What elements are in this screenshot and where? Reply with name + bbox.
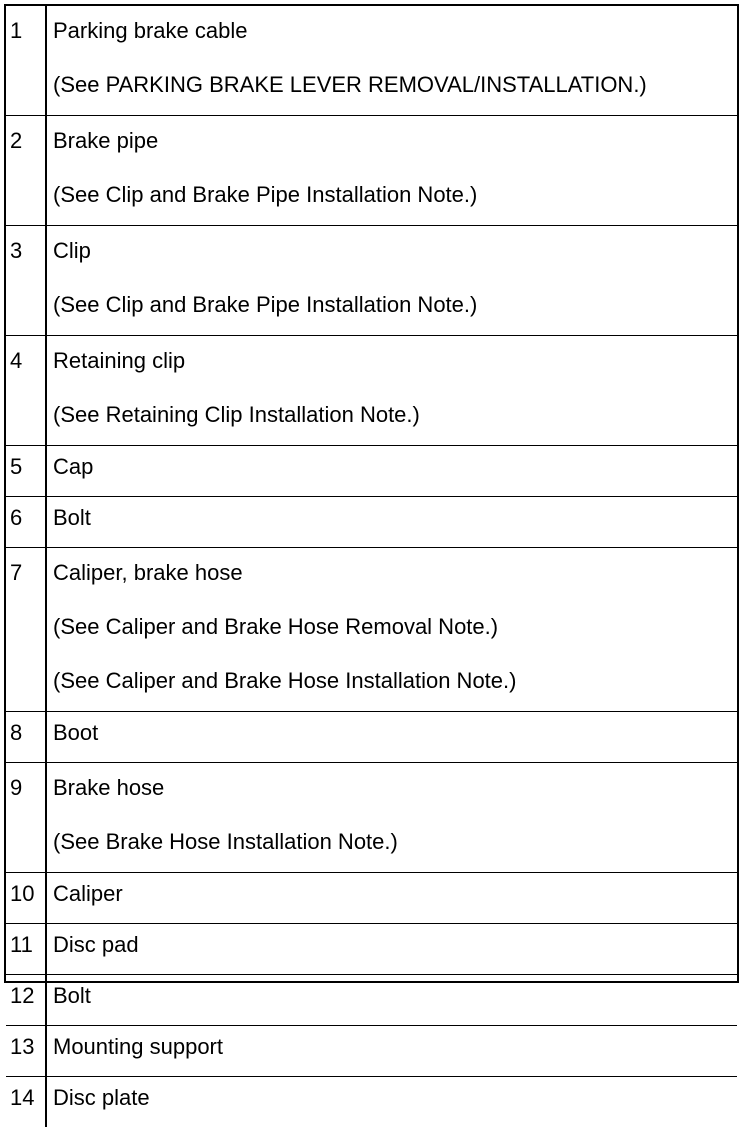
item-name: Caliper	[53, 881, 737, 907]
table-row	[6, 336, 737, 446]
item-note: (See Caliper and Brake Hose Installation Note.)	[53, 668, 737, 694]
item-number: 7	[6, 548, 46, 712]
item-number: 11	[6, 924, 46, 975]
item-description	[46, 6, 737, 116]
table-row	[6, 6, 737, 116]
item-note: (See Clip and Brake Pipe Installation Note.)	[53, 182, 737, 208]
table-row	[6, 116, 737, 226]
item-number: 5	[6, 446, 46, 497]
item-name: Clip	[53, 238, 737, 264]
item-number: 14	[6, 1077, 46, 1127]
item-description	[46, 975, 737, 1026]
item-name: Bolt	[53, 983, 737, 1009]
item-description	[46, 763, 737, 873]
item-name: Boot	[53, 720, 737, 746]
item-name: Parking brake cable	[53, 18, 737, 44]
item-description	[46, 226, 737, 336]
item-description	[46, 446, 737, 497]
item-description	[46, 116, 737, 226]
parts-table	[6, 6, 737, 1127]
item-number: 1	[6, 6, 46, 116]
item-note: (See Retaining Clip Installation Note.)	[53, 402, 737, 428]
item-name: Cap	[53, 454, 737, 480]
item-description	[46, 336, 737, 446]
item-number: 3	[6, 226, 46, 336]
item-note: (See PARKING BRAKE LEVER REMOVAL/INSTALLATION.)	[53, 72, 737, 98]
item-number: 2	[6, 116, 46, 226]
item-number: 9	[6, 763, 46, 873]
item-number: 8	[6, 712, 46, 763]
item-note: (See Caliper and Brake Hose Removal Note.)	[53, 614, 737, 640]
item-name: Brake pipe	[53, 128, 737, 154]
item-name: Mounting support	[53, 1034, 737, 1060]
table-row	[6, 924, 737, 975]
table-row	[6, 497, 737, 548]
item-description	[46, 1077, 737, 1127]
table-row	[6, 548, 737, 712]
item-number: 12	[6, 975, 46, 1026]
item-name: Caliper, brake hose	[53, 560, 737, 586]
item-name: Retaining clip	[53, 348, 737, 374]
item-number: 4	[6, 336, 46, 446]
item-description	[46, 1026, 737, 1077]
table-row	[6, 446, 737, 497]
table-row	[6, 975, 737, 1026]
item-name: Brake hose	[53, 775, 737, 801]
table-row	[6, 712, 737, 763]
table-row	[6, 763, 737, 873]
item-name: Disc plate	[53, 1085, 737, 1111]
item-note: (See Clip and Brake Pipe Installation Note.)	[53, 292, 737, 318]
item-number: 6	[6, 497, 46, 548]
table-row	[6, 226, 737, 336]
item-number: 10	[6, 873, 46, 924]
item-name: Disc pad	[53, 932, 737, 958]
table-row	[6, 1077, 737, 1127]
item-description	[46, 497, 737, 548]
item-description	[46, 712, 737, 763]
item-number: 13	[6, 1026, 46, 1077]
item-description	[46, 548, 737, 712]
table-row	[6, 1026, 737, 1077]
table-row	[6, 873, 737, 924]
item-description	[46, 924, 737, 975]
item-description	[46, 873, 737, 924]
parts-table-frame	[4, 4, 739, 983]
item-name: Bolt	[53, 505, 737, 531]
item-note: (See Brake Hose Installation Note.)	[53, 829, 737, 855]
